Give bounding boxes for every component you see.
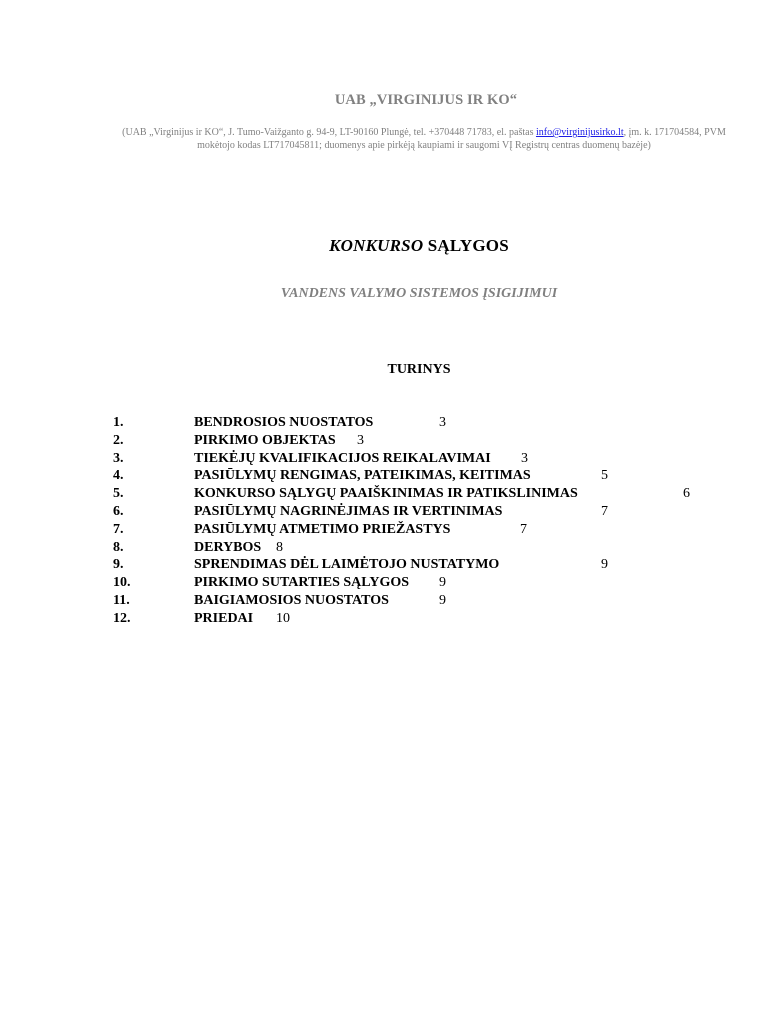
toc-item-title: DERYBOS bbox=[194, 539, 262, 555]
toc-item-title: PIRKIMO SUTARTIES SĄLYGOS bbox=[194, 575, 410, 591]
toc-item-title: PRIEDAI bbox=[194, 610, 254, 626]
toc-item-title: PASIŪLYMŲ RENGIMAS, PATEIKIMAS, KEITIMAS bbox=[194, 468, 531, 484]
company-details bbox=[104, 126, 744, 152]
toc-item[interactable] bbox=[0, 432, 770, 450]
toc-item[interactable] bbox=[0, 503, 770, 521]
toc-item-number: 3. bbox=[113, 450, 124, 466]
toc-item-page: 3 bbox=[439, 415, 446, 430]
toc-item-page: 7 bbox=[520, 521, 527, 537]
document-title-rest: SĄLYGOS bbox=[427, 236, 509, 255]
document-title bbox=[0, 236, 770, 256]
toc-item-number: 8. bbox=[113, 539, 124, 555]
toc-item-number: 6. bbox=[113, 503, 124, 519]
toc-item-number: 5. bbox=[113, 486, 124, 502]
toc-item-page: 6 bbox=[683, 486, 690, 502]
toc-item-number: 10. bbox=[113, 575, 131, 591]
toc-item[interactable] bbox=[0, 450, 770, 468]
toc-item-page: 9 bbox=[439, 592, 446, 608]
document-subtitle: VANDENS VALYMO SISTEMOS ĮSIGIJIMUI bbox=[280, 286, 558, 301]
toc-item-title: BAIGIAMOSIOS NUOSTATOS bbox=[194, 592, 389, 608]
toc-item-number: 7. bbox=[113, 521, 124, 537]
toc-item-title: SPRENDIMAS DĖL LAIMĖTOJO NUSTATYMO bbox=[194, 557, 500, 573]
toc-item-title: PASIŪLYMŲ ATMETIMO PRIEŽASTYS bbox=[194, 521, 451, 537]
toc-heading: TURINYS bbox=[387, 362, 451, 377]
toc-item[interactable] bbox=[0, 539, 770, 557]
toc-item[interactable] bbox=[0, 414, 770, 432]
table-of-contents bbox=[0, 414, 770, 628]
toc-item-number: 1. bbox=[113, 415, 124, 430]
toc-item-number: 9. bbox=[113, 557, 124, 573]
toc-item-page: 9 bbox=[439, 575, 446, 591]
document-title-italic: KONKURSO bbox=[329, 236, 424, 255]
toc-item-page: 9 bbox=[601, 557, 608, 573]
toc-item-number: 4. bbox=[113, 468, 124, 484]
toc-item-page: 7 bbox=[601, 503, 608, 519]
toc-item-title: KONKURSO SĄLYGŲ PAAIŠKINIMAS IR PATIKSLINIMAS bbox=[194, 486, 578, 502]
toc-item-page: 5 bbox=[601, 468, 608, 484]
company-details-text: (UAB „Virginijus ir KO“, J. Tumo-Vaižganto g. 94-9, LT-90160 Plungė, tel. +370448 71783, el. paštas bbox=[122, 127, 536, 138]
email-link[interactable]: info@virginijusirko.lt bbox=[535, 127, 624, 138]
toc-item[interactable] bbox=[0, 556, 770, 574]
toc-item-title: PIRKIMO OBJEKTAS bbox=[194, 432, 336, 448]
toc-item[interactable] bbox=[0, 521, 770, 539]
toc-item-number: 11. bbox=[113, 592, 130, 608]
toc-item[interactable] bbox=[0, 610, 770, 628]
company-details-text-end: , įm. k. 171704584, PVM mokėtojo kodas LT717045811; duomenys apie pirkėją kaupiami ir saugomi VĮ Registrų centras duomenų bazėje) bbox=[197, 127, 726, 151]
toc-item-page: 10 bbox=[276, 610, 290, 626]
toc-item-title: PASIŪLYMŲ NAGRINĖJIMAS IR VERTINIMAS bbox=[194, 503, 503, 519]
company-name: UAB „VIRGINIJUS IR KO“ bbox=[334, 92, 518, 108]
toc-item-title: TIEKĖJŲ KVALIFIKACIJOS REIKALAVIMAI bbox=[194, 450, 491, 466]
toc-item-number: 2. bbox=[113, 432, 124, 448]
toc-item-page: 3 bbox=[521, 450, 528, 466]
toc-item[interactable] bbox=[0, 467, 770, 485]
toc-item[interactable] bbox=[0, 485, 770, 503]
toc-item-title: BENDROSIOS NUOSTATOS bbox=[194, 415, 374, 430]
toc-item[interactable] bbox=[0, 592, 770, 610]
toc-item-page: 8 bbox=[276, 539, 283, 555]
toc-item-number: 12. bbox=[113, 610, 131, 626]
toc-item-page: 3 bbox=[357, 432, 364, 448]
toc-item[interactable] bbox=[0, 574, 770, 592]
